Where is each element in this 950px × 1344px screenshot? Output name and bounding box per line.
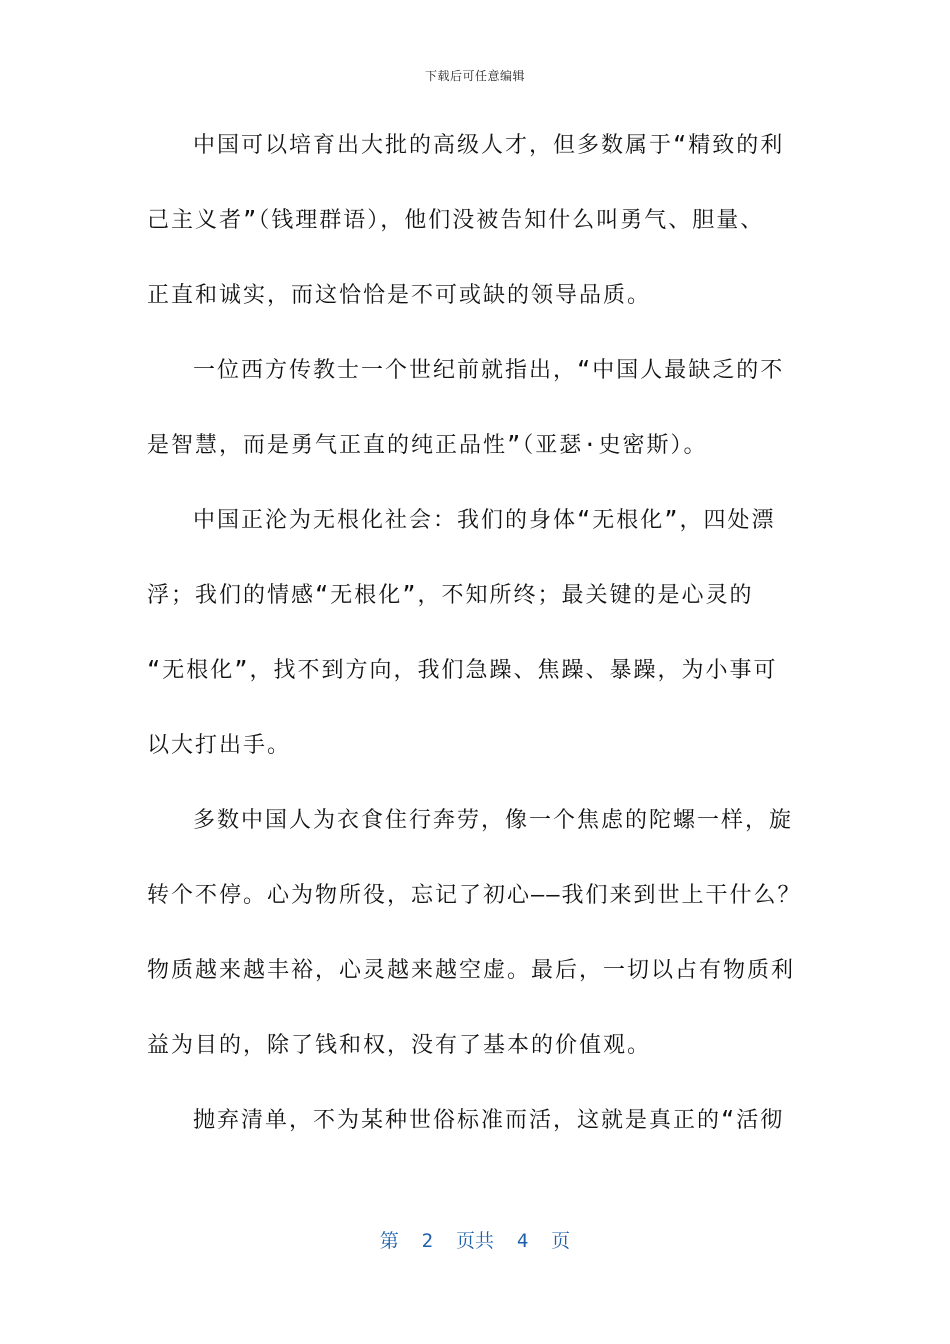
paragraph-line: “无根化”，找不到方向，我们急躁、焦躁、暴躁，为小事可 <box>147 658 778 683</box>
paragraph-line: 中国可以培育出大批的高级人才，但多数属于“精致的利 <box>193 133 785 158</box>
page-number-footer: 第 2 页共 4 页 <box>379 1230 571 1252</box>
paragraph-line: 转个不停。心为物所役，忘记了初心——我们来到世上干什么？ <box>147 883 802 908</box>
paragraph-line: 己主义者”（钱理群语），他们没被告知什么叫勇气、胆量、 <box>147 208 765 233</box>
paragraph-line: 是智慧，而是勇气正直的纯正品性”（亚瑟·史密斯）。 <box>147 433 708 458</box>
paragraph-line: 中国正沦为无根化社会：我们的身体“无根化”，四处漂 <box>193 508 776 533</box>
paragraph-line: 抛弃清单，不为某种世俗标准而活，这就是真正的“活彻 <box>193 1108 785 1133</box>
header-note: 下载后可任意编辑 <box>424 69 525 83</box>
paragraph-line: 以大打出手。 <box>147 733 292 758</box>
paragraph-line: 正直和诚实，而这恰恰是不可或缺的领导品质。 <box>147 283 652 308</box>
paragraph-line: 物质越来越丰裕，心灵越来越空虚。最后，一切以占有物质利 <box>147 958 796 983</box>
body-text <box>147 118 807 1168</box>
paragraph-line: 益为目的，除了钱和权，没有了基本的价值观。 <box>147 1033 652 1058</box>
paragraph-line: 多数中国人为衣食住行奔劳，像一个焦虑的陀螺一样，旋 <box>193 808 794 833</box>
paragraph-line: 一位西方传教士一个世纪前就指出，“中国人最缺乏的不 <box>193 358 785 383</box>
paragraph-line: 浮；我们的情感“无根化”，不知所终；最关键的是心灵的 <box>147 583 754 608</box>
